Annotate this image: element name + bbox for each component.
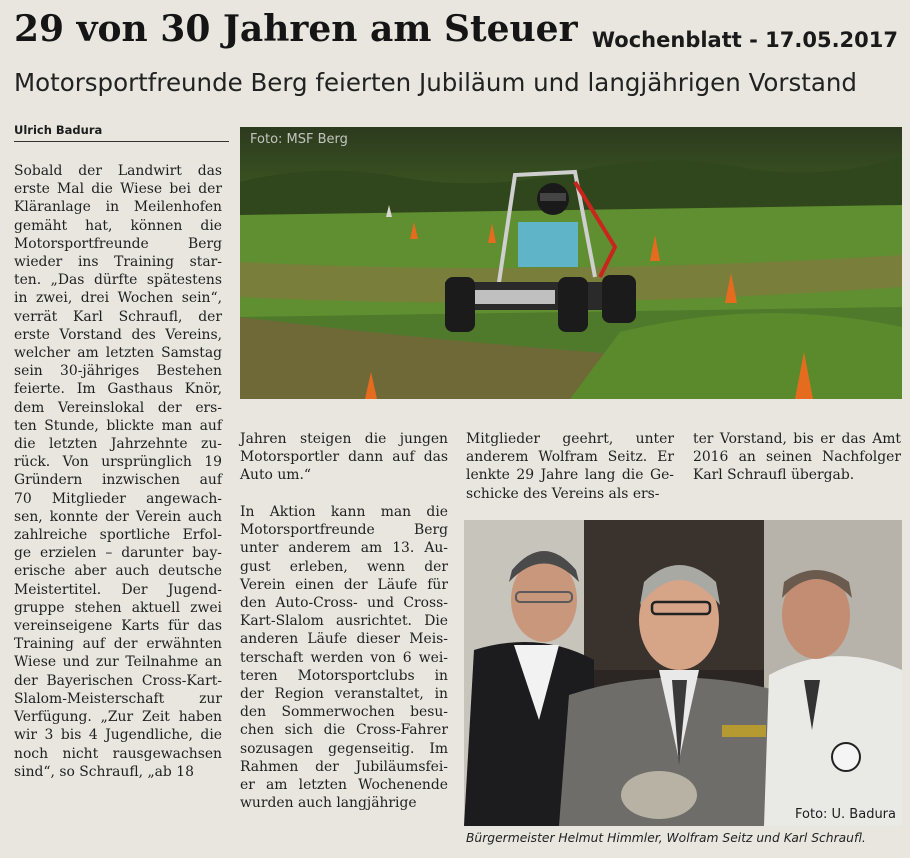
text-line: ten Stunde, blickte man auf	[14, 417, 222, 434]
text-line: erische aber auch deutsche	[14, 563, 222, 580]
text-line: Sobald der Landwirt das	[14, 163, 222, 179]
text-line: Motorsportfreunde Berg	[14, 235, 222, 252]
text-line: anderem Wolfram Seitz. Er	[466, 449, 674, 466]
text-line: den Sommerwochen besu-	[240, 704, 448, 721]
kart-photo-illustration	[240, 127, 902, 399]
text-line: anderen Läufe dieser Meis-	[240, 631, 448, 648]
text-line: Wiese und zur Teilnahme an	[14, 654, 222, 671]
text-line: 70 Mitglieder angewach-	[14, 490, 222, 507]
text-line: ter Vorstand, bis er das Amt	[693, 431, 901, 447]
text-line: Motorsportler dann auf das	[240, 449, 448, 466]
text-line: erste Vorstand des Vereins,	[14, 326, 222, 343]
text-line: ge erzielen – darunter bay-	[14, 545, 222, 562]
text-line: verrät Karl Schraufl, der	[14, 308, 222, 325]
text-line: Karl Schraufl übergab.	[693, 467, 855, 484]
text-line: In Aktion kann man die	[240, 504, 448, 520]
text-line: Mitglieder geehrt, unter	[466, 431, 674, 447]
text-line: gust erleben, wenn der	[240, 558, 448, 575]
article-column-1	[14, 162, 222, 781]
kart-photo	[240, 127, 902, 399]
text-line: Gründern inzwischen auf	[14, 472, 222, 489]
text-line: sozusagen gegenseitig. Im	[240, 740, 448, 757]
text-line: wurden auch langjährige	[240, 795, 417, 812]
text-line: rück. Von ursprünglich 19	[14, 454, 222, 471]
text-line: ten. „Das dürfte spätestens	[14, 272, 222, 289]
newspaper-source-date: Wochenblatt - 17.05.2017	[591, 28, 898, 52]
text-line: gemäht hat, können die	[14, 217, 222, 234]
text-line: der Region veranstaltet, in	[240, 686, 448, 703]
text-line: terschaft werden von 6 wei-	[240, 649, 448, 666]
text-line: teren Motorsportclubs in	[240, 667, 448, 684]
text-line: 2016 an seinen Nachfolger	[693, 449, 901, 466]
text-line: dem Vereinslokal der ers-	[14, 399, 222, 416]
text-line: sein 30-jähriges Bestehen	[14, 363, 222, 380]
text-line: in zwei, drei Wochen sein“,	[14, 290, 222, 307]
text-line: Rahmen der Jubiläumsfei-	[240, 758, 448, 775]
photo-credit-1: Foto: MSF Berg	[250, 132, 348, 147]
text-line: vereinseigene Karts für das	[14, 618, 222, 635]
text-line: zahlreiche sportliche Erfol-	[14, 527, 222, 544]
text-line: Kart-Slalom ausrichtet. Die	[240, 613, 448, 630]
article-column-2-bottom	[240, 503, 448, 812]
text-line: Verein einen der Läufe für	[240, 576, 448, 593]
text-line: chen sich die Cross-Fahrer	[240, 722, 448, 739]
text-line: sind“, so Schraufl, „ab 18	[14, 763, 194, 780]
text-line: den Auto-Cross- und Cross-	[240, 595, 448, 612]
text-line: welcher am letzten Samstag	[14, 345, 222, 362]
text-line: schicke des Vereins als ers-	[466, 485, 660, 502]
text-line: wieder ins Training star-	[14, 254, 222, 271]
text-line: gruppe stehen aktuell zwei	[14, 599, 222, 616]
article-column-3	[466, 430, 674, 503]
text-line: erste Mal die Wiese bei der	[14, 181, 222, 198]
photo-credit-2: Foto: U. Badura	[795, 807, 896, 822]
text-line: Slalom-Meisterschaft zur	[14, 690, 222, 707]
article-column-2-top	[240, 430, 448, 485]
honoree-photo	[464, 520, 902, 826]
text-line: feierte. Im Gasthaus Knör,	[14, 381, 222, 398]
text-line: noch nicht rausgewachsen	[14, 745, 222, 762]
honoree-photo-illustration	[464, 520, 902, 826]
text-line: der Bayerischen Cross-Kart-	[14, 672, 222, 689]
article-subheadline: Motorsportfreunde Berg feierten Jubiläum und langjährigen Vorstand	[14, 68, 857, 97]
text-line: lenkte 29 Jahre lang die Ge-	[466, 467, 674, 484]
author-byline: Ulrich Badura	[14, 123, 229, 142]
text-line: Jahren steigen die jungen	[240, 431, 448, 447]
article-column-4	[693, 430, 901, 485]
text-line: Training auf der erwähnten	[14, 636, 222, 653]
text-line: unter anderem am 13. Au-	[240, 540, 448, 557]
text-line: Motorsportfreunde Berg	[240, 522, 448, 539]
text-line: Meistertitel. Der Jugend-	[14, 581, 222, 598]
text-line: Auto um.“	[240, 467, 311, 484]
text-line: die letzten Jahrzehnte zu-	[14, 436, 222, 453]
text-line: Verfügung. „Zur Zeit haben	[14, 709, 222, 726]
text-line: wir 3 bis 4 Jugendliche, die	[14, 727, 222, 744]
photo-caption: Bürgermeister Helmut Himmler, Wolfram Seitz und Karl Schraufl.	[466, 831, 866, 845]
text-line: er am letzten Wochenende	[240, 777, 448, 794]
text-line: Kläranlage in Meilenhofen	[14, 199, 222, 216]
article-headline: 29 von 30 Jahren am Steuer	[14, 8, 578, 50]
text-line: sen, konnte der Verein auch	[14, 508, 222, 525]
